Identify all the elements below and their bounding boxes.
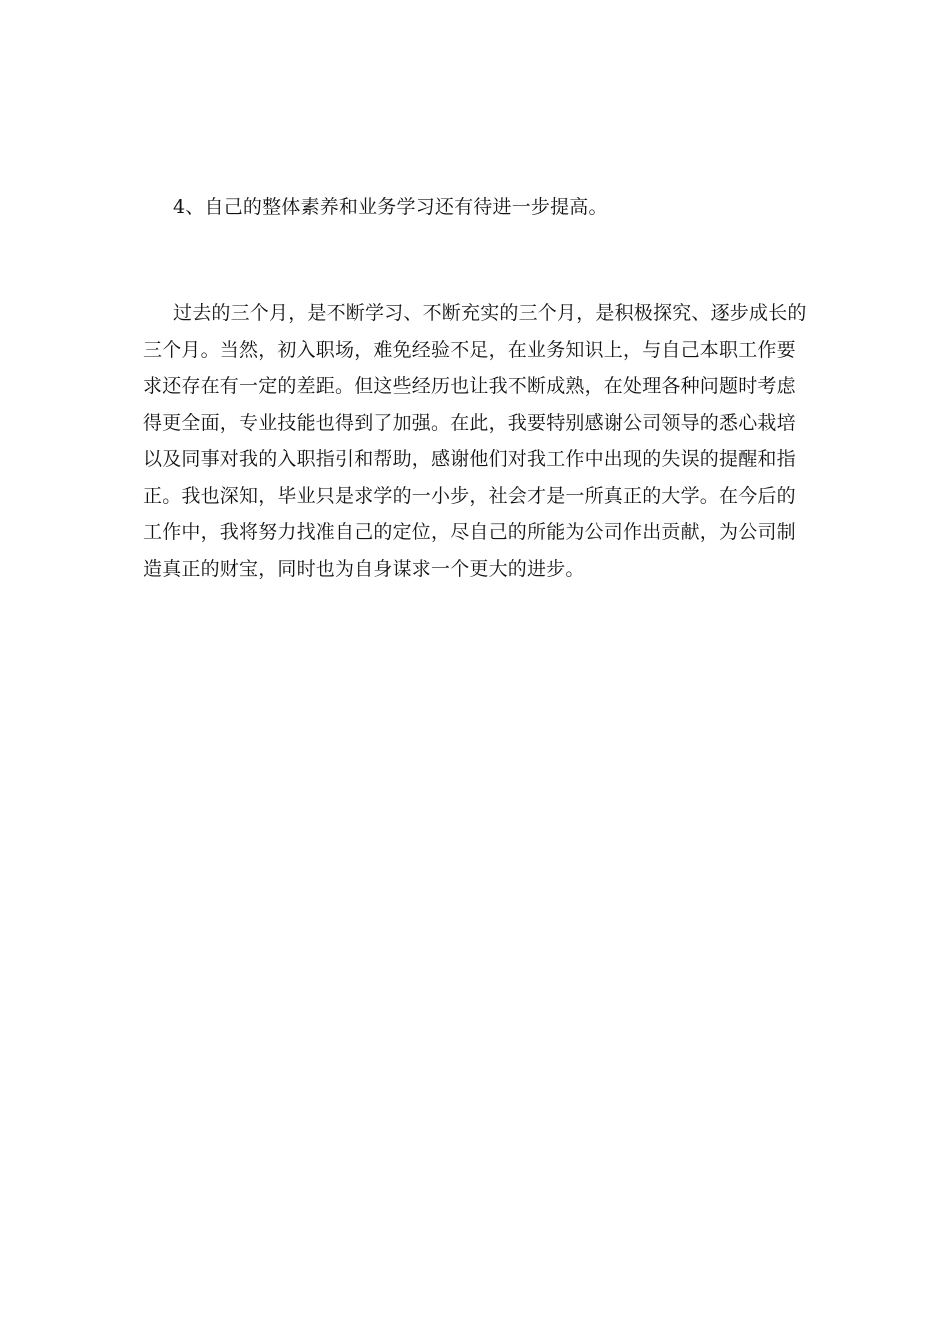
paragraph-line: 正。我也深知，毕业只是求学的一小步，社会才是一所真正的大学。在今后的 [143,484,796,507]
paragraph-line: 造真正的财宝，同时也为自身谋求一个更大的进步。 [143,557,585,580]
paragraph-line: 得更全面，专业技能也得到了加强。在此，我要特别感谢公司领导的悉心栽培 [143,411,796,434]
list-item-4: 4、自己的整体素养和业务学习还有待进一步提高。 [173,196,608,218]
paragraph-line: 求还存在有一定的差距。但这些经历也让我不断成熟，在处理各种问题时考虑 [143,375,796,397]
summary-paragraph [143,295,811,587]
paragraph-line: 工作中，我将努力找准自己的定位，尽自己的所能为公司作出贡献，为公司制 [143,521,796,543]
paragraph-line: 以及同事对我的入职指引和帮助，感谢他们对我工作中出现的失误的提醒和指 [143,448,796,470]
paragraph-line: 三个月。当然，初入职场，难免经验不足，在业务知识上，与自己本职工作要 [143,338,796,361]
paragraph-line: 过去的三个月，是不断学习、不断充实的三个月，是积极探究、逐步成长的 [173,302,807,324]
